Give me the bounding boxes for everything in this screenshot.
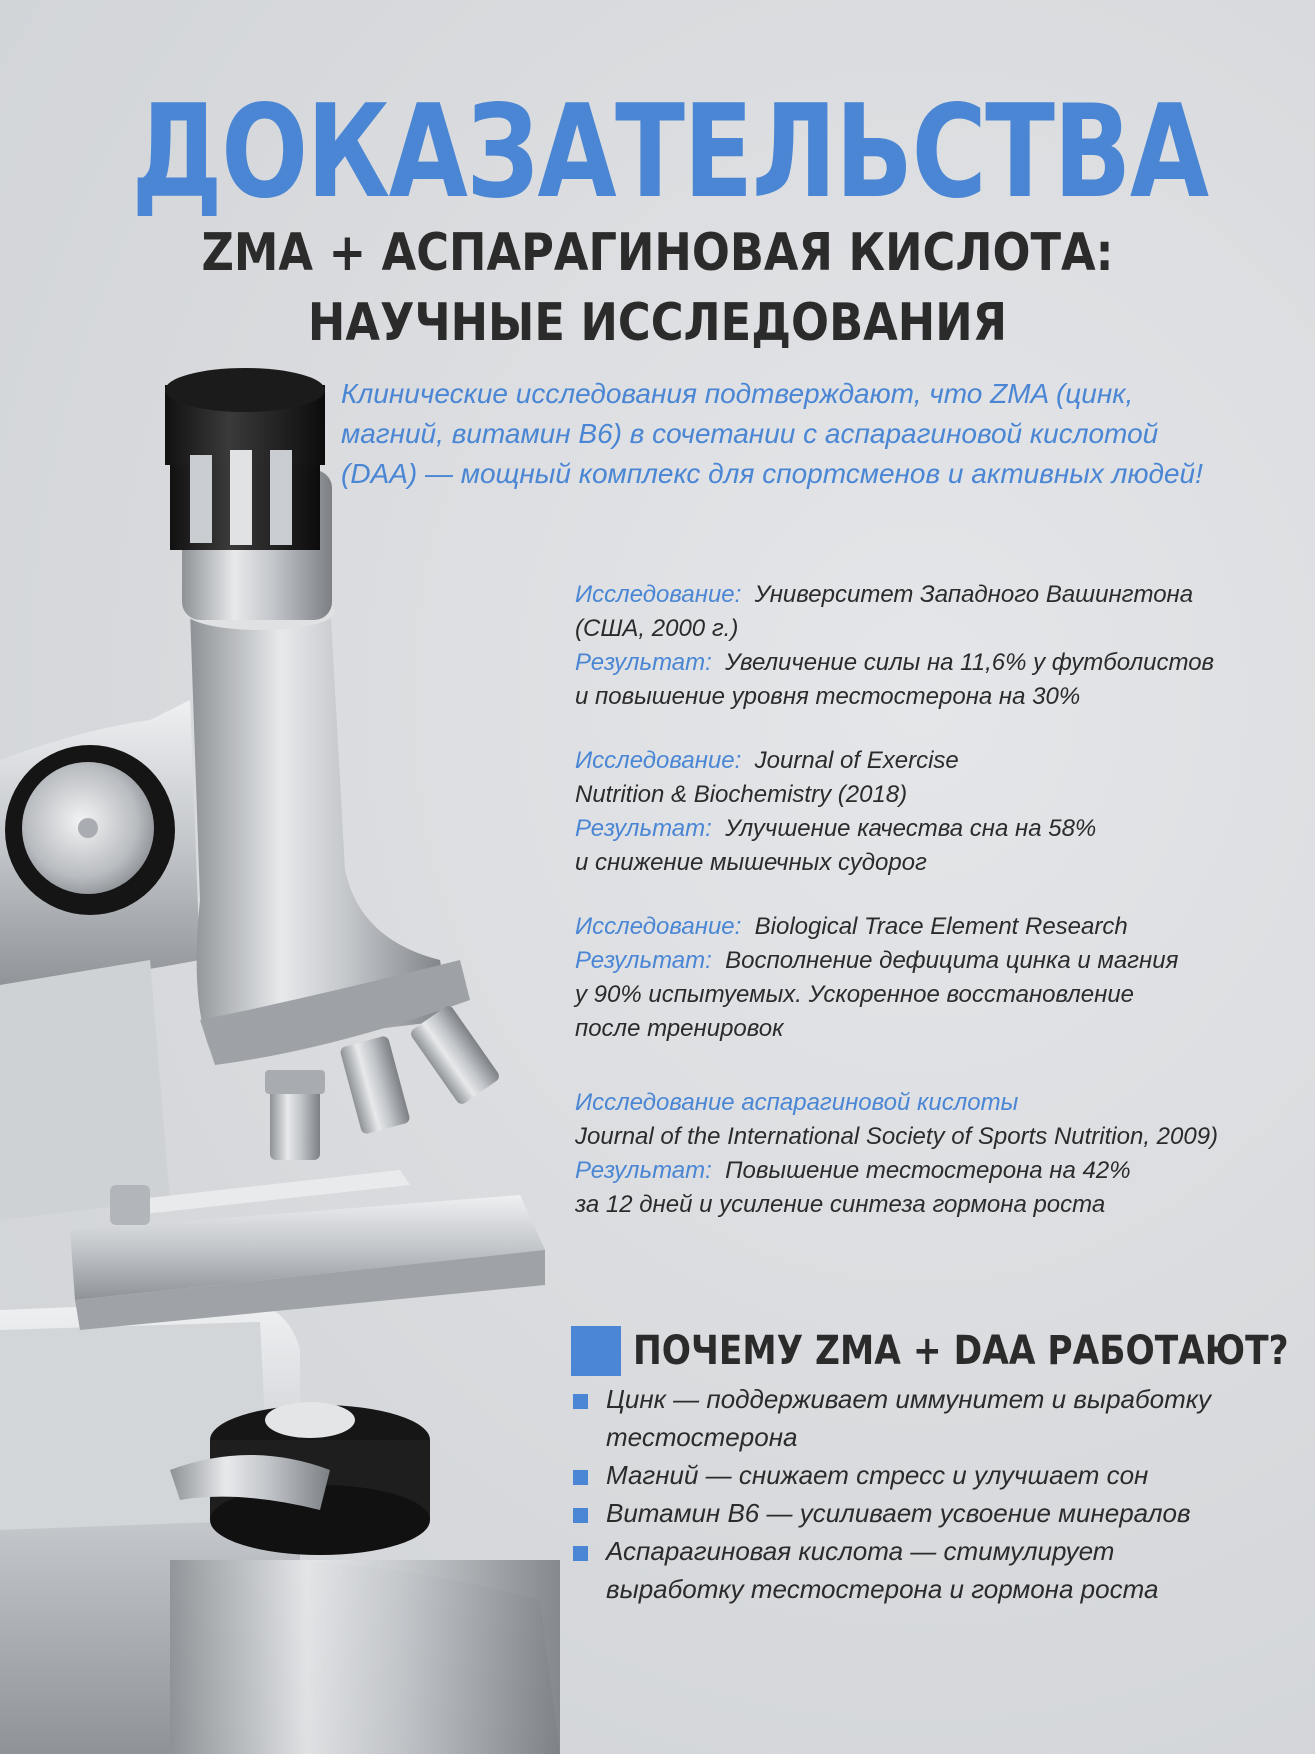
study-item [575,910,1275,1046]
study-item [575,578,1275,714]
subtitle-line-1: ZMA + АСПАРАГИНОВАЯ КИСЛОТА: [201,223,1114,283]
section-marker-square [571,1326,621,1376]
result-text-cont: и повышение уровня тестостерона на 30% [575,683,1081,710]
intro-line-2: магний, витамин B6) в сочетании с аспарагиновой кислотой [341,418,1159,449]
result-label: Результат: [575,815,712,842]
why-list-item [571,1456,1271,1494]
result-text-cont: у 90% испытуемых. Ускоренное восстановление [575,981,1135,1008]
result-text: Повышение тестостерона на 42% [725,1157,1131,1184]
study-label: Исследование: [575,913,742,940]
page-subtitle [92,218,1223,358]
result-label: Результат: [575,947,712,974]
result-text-cont: за 12 дней и усиление синтеза гормона роста [575,1191,1106,1218]
why-list-item [571,1494,1271,1532]
result-text: Восполнение дефицита цинка и магния [725,947,1179,974]
study-source-cont: Nutrition & Biochemistry (2018) [575,781,908,808]
study-label: Исследование аспарагиновой кислоты [575,1089,1019,1116]
why-item-text-cont: выработку тестостерона и гормона роста [606,1574,1159,1604]
intro-line-1: Клинические исследования подтверждают, что ZMA (цинк, [341,378,1134,409]
why-list [571,1380,1271,1608]
study-item [575,1086,1275,1222]
study-item [575,744,1275,880]
result-text-cont: и снижение мышечных судорог [575,849,927,876]
why-item-text: Аспарагиновая кислота — стимулирует [606,1536,1115,1566]
study-source-cont: Journal of the International Society of Sports Nutrition, 2009) [575,1123,1219,1150]
subtitle-line-2: НАУЧНЫЕ ИССЛЕДОВАНИЯ [307,293,1008,353]
why-item-text-cont: тестостерона [606,1422,798,1452]
intro-line-3: (DAA) — мощный комплекс для спортсменов и активных людей! [341,458,1203,489]
study-label: Исследование: [575,581,742,608]
result-text: Улучшение качества сна на 58% [725,815,1097,842]
result-label: Результат: [575,1157,712,1184]
study-source-cont: (США, 2000 г.) [575,615,739,642]
result-text-cont-2: после тренировок [575,1015,784,1042]
why-heading: ПОЧЕМУ ZMA + DAA РАБОТАЮТ? [633,1328,1289,1374]
why-list-item [571,1532,1271,1608]
result-text: Увеличение силы на 11,6% у футболистов [725,649,1215,676]
study-source: Journal of Exercise [754,747,959,774]
why-list-item [571,1380,1271,1456]
study-source: Университет Западного Вашингтона [754,581,1194,608]
why-item-text: Витамин B6 — усиливает усвоение минералов [606,1498,1191,1528]
study-source: Biological Trace Element Research [754,913,1128,940]
result-label: Результат: [575,649,712,676]
intro-text [341,374,1271,494]
why-item-text: Цинк — поддерживает иммунитет и выработку [606,1384,1212,1414]
why-item-text: Магний — снижает стресс и улучшает сон [606,1460,1149,1490]
study-label: Исследование: [575,747,742,774]
page-title: ДОКАЗАТЕЛЬСТВА [131,78,1208,227]
